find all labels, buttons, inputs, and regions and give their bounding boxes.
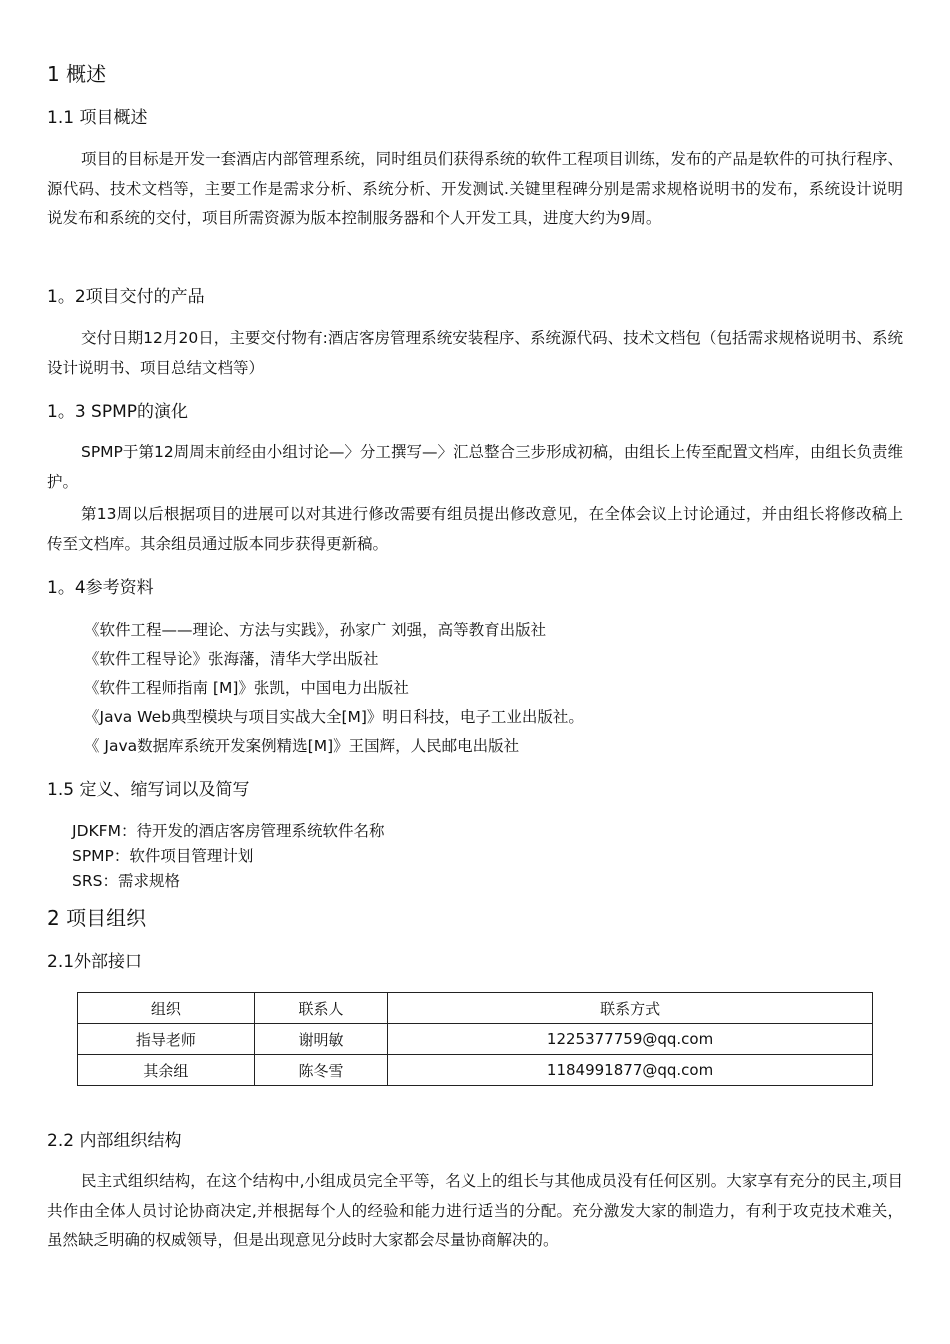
external-contacts-table	[77, 992, 873, 1086]
table-cell: 陈冬雪	[254, 1055, 387, 1086]
table-cell-email: 1225377759@qq.com	[388, 1024, 873, 1055]
table-header-row	[78, 993, 873, 1024]
section-1-1-heading: 1.1 项目概述	[47, 108, 148, 128]
section-1-5-heading: 1.5 定义、缩写词以及简写	[47, 780, 250, 800]
section-1-heading: 1 概述	[47, 62, 107, 86]
section-1-3-heading: 1。3 SPMP的演化	[47, 402, 188, 422]
table-row	[78, 1024, 873, 1055]
definition-item: SPMP：软件项目管理计划	[72, 847, 254, 865]
reference-item: 《 Java数据库系统开发案例精选[M]》王国辉，人民邮电出版社	[84, 737, 520, 755]
section-1-2-heading: 1。2项目交付的产品	[47, 287, 205, 307]
reference-item: 《软件工程导论》张海藩，清华大学出版社	[84, 650, 379, 668]
table-header-cell: 组织	[78, 993, 255, 1024]
section-1-1-paragraph: 项目的目标是开发一套酒店内部管理系统，同时组员们获得系统的软件工程项目训练，发布的产品是软件的可执行程序、源代码、技术文档等，主要工作是需求分析、系统分析、开发测试.关键里程碑分别是需求规格说明书的发布，系统设计说明说发布和系统的交付，项目所需资源为版本控制服务器和个人开发工具，进度大约为9周。	[47, 150, 903, 228]
section-2-2-heading: 2.2 内部组织结构	[47, 1131, 182, 1151]
section-2-2-paragraph: 民主式组织结构，在这个结构中,小组成员完全平等，名义上的组长与其他成员没有任何区别。大家享有充分的民主,项目共作由全体人员讨论协商决定,并根据每个人的经验和能力进行适当的分配。充分激发大家的制造力，有利于攻克技术难关，虽然缺乏明确的权威领导，但是出现意见分歧时大家都会尽量协商解决的。	[47, 1172, 903, 1250]
section-2-heading: 2 项目组织	[47, 906, 147, 930]
reference-item: 《软件工程——理论、方法与实践》，孙家广 刘强，高等教育出版社	[84, 621, 547, 639]
section-1-4-heading: 1。4参考资料	[47, 578, 154, 598]
section-1-2-paragraph: 交付日期12月20日，主要交付物有:酒店客房管理系统安装程序、系统源代码、技术文档包（包括需求规格说明书、系统设计说明书、项目总结文档等）	[47, 329, 903, 377]
table-cell: 其余组	[78, 1055, 255, 1086]
reference-item: 《Java Web典型模块与项目实战大全[M]》明日科技，电子工业出版社。	[84, 708, 584, 726]
section-1-3-paragraph-1: SPMP于第12周周末前经由小组讨论—〉分工撰写—〉汇总整合三步形成初稿，由组长上传至配置文档库，由组长负责维护。	[47, 443, 903, 491]
table-header-cell: 联系方式	[388, 993, 873, 1024]
definition-item: SRS：需求规格	[72, 872, 180, 890]
table-row	[78, 1055, 873, 1086]
section-2-1-heading: 2.1外部接口	[47, 952, 143, 972]
table-cell-email: 1184991877@qq.com	[388, 1055, 873, 1086]
table-cell: 谢明敏	[254, 1024, 387, 1055]
definition-item: JDKFM：待开发的酒店客房管理系统软件名称	[72, 822, 385, 840]
reference-item: 《软件工程师指南 [M]》张凯，中国电力出版社	[84, 679, 409, 697]
section-1-3-paragraph-2: 第13周以后根据项目的进展可以对其进行修改需要有组员提出修改意见，在全体会议上讨论通过，并由组长将修改稿上传至文档库。其余组员通过版本同步获得更新稿。	[47, 505, 903, 553]
table-cell: 指导老师	[78, 1024, 255, 1055]
table-header-cell: 联系人	[254, 993, 387, 1024]
